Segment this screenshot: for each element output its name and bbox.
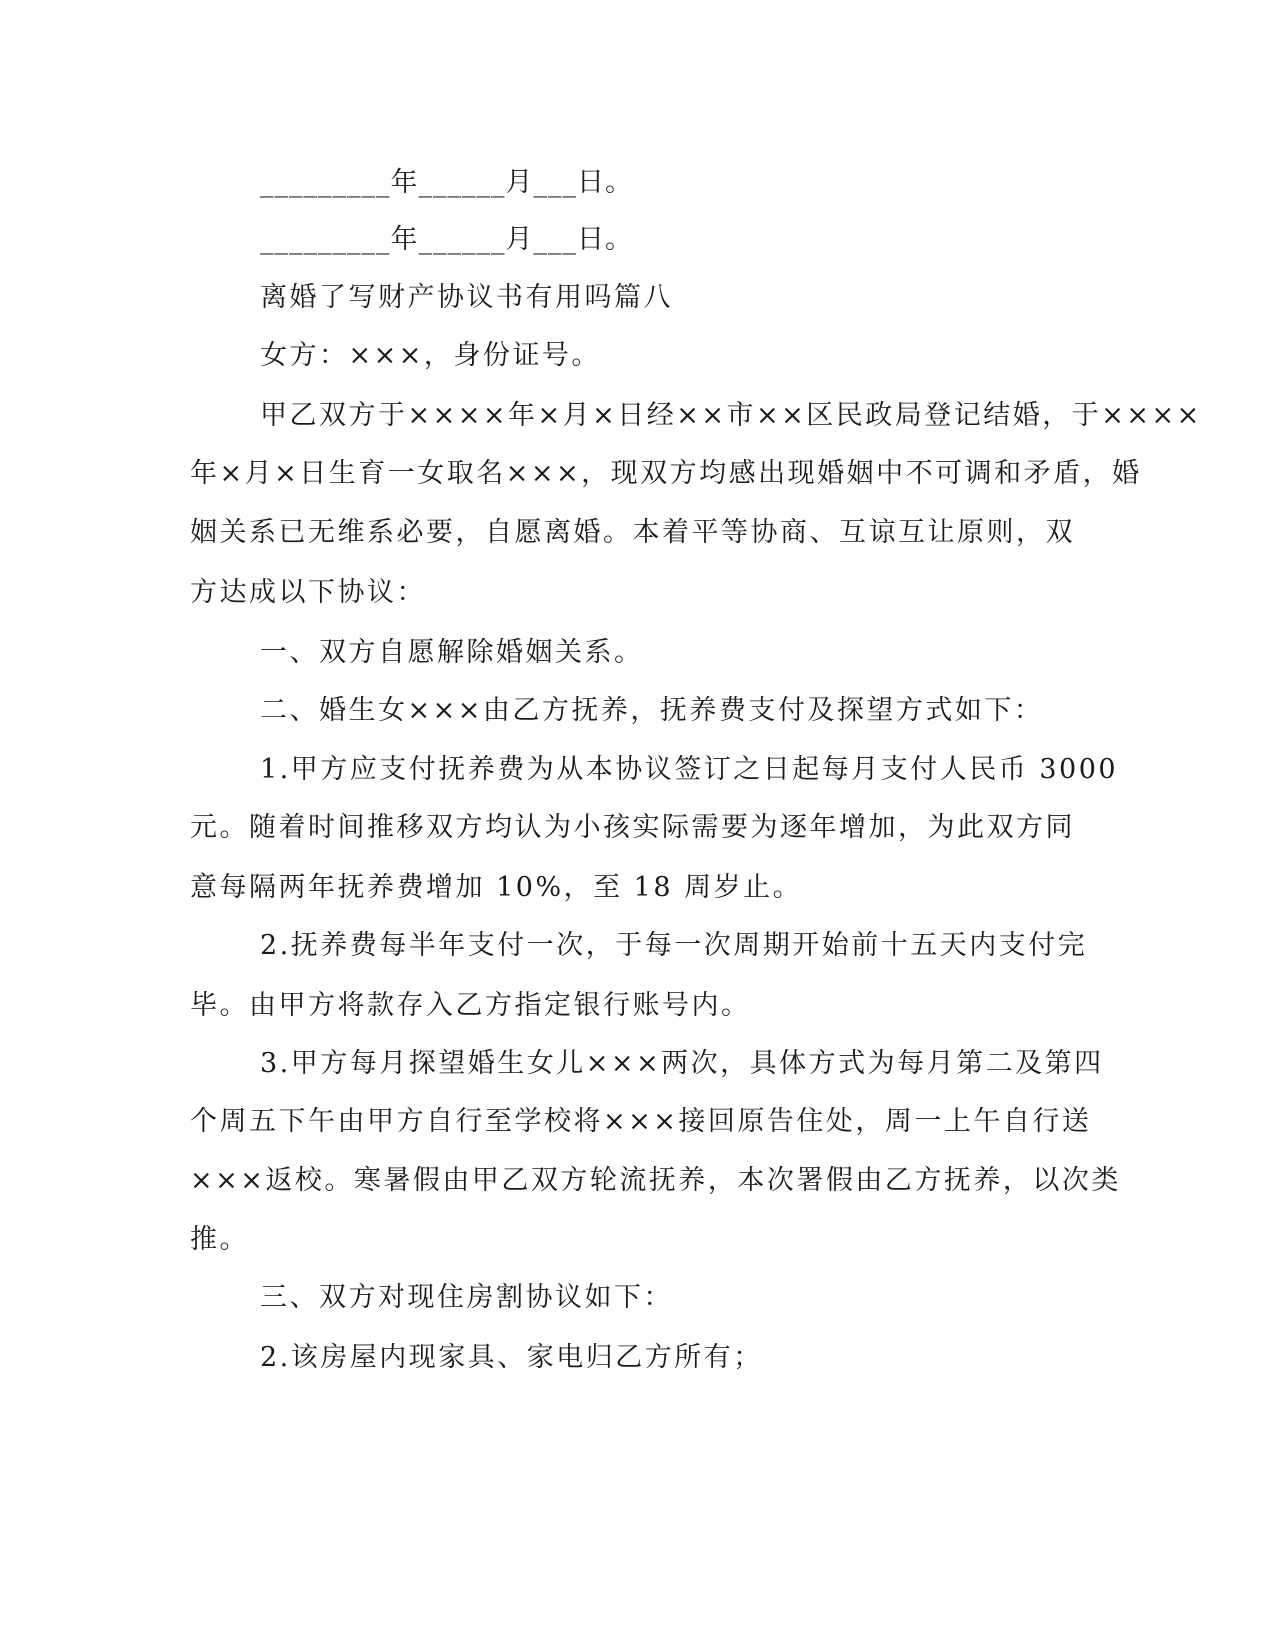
intro-line-2: 年×月×日生育一女取名×××，现双方均感出现婚姻中不可调和矛盾，婚 bbox=[190, 458, 1142, 489]
item-3-line-4: 推。 bbox=[190, 1224, 249, 1255]
section-heading: 离婚了写财产协议书有用吗篇八 bbox=[260, 282, 673, 313]
item-1-line-2: 元。随着时间推移双方均认为小孩实际需要为逐年增加，为此双方同 bbox=[190, 812, 1075, 843]
intro-line-4: 方达成以下协议： bbox=[190, 577, 426, 608]
item-1-line-1: 1.甲方应支付抚养费为从本协议签订之日起每月支付人民币 3000 bbox=[260, 754, 1119, 785]
clause-three: 三、双方对现住房割协议如下： bbox=[260, 1282, 673, 1313]
item-2-line-2: 毕。由甲方将款存入乙方指定银行账号内。 bbox=[190, 990, 751, 1021]
party-line: 女方：×××，身份证号。 bbox=[260, 340, 601, 371]
item-3-line-3: ×××返校。寒暑假由甲乙双方轮流抚养，本次署假由乙方抚养，以次类 bbox=[190, 1165, 1121, 1196]
intro-line-1: 甲乙双方于××××年×月×日经××市××区民政局登记结婚，于×××× bbox=[260, 400, 1202, 431]
intro-line-3: 姻关系已无维系必要，自愿离婚。本着平等协商、互谅互让原则，双 bbox=[190, 517, 1075, 548]
date-line-2: _________年______月___日。 bbox=[260, 224, 633, 255]
date-line-1: _________年______月___日。 bbox=[260, 167, 633, 198]
item-3-line-2: 个周五下午由甲方自行至学校将×××接回原告住处，周一上午自行送 bbox=[190, 1106, 1092, 1137]
item-2-line-1: 2.抚养费每半年支付一次，于每一次周期开始前十五天内支付完 bbox=[260, 930, 1088, 961]
clause-one: 一、双方自愿解除婚姻关系。 bbox=[260, 637, 644, 668]
item-1-line-3: 意每隔两年抚养费增加 10%，至 18 周岁止。 bbox=[190, 872, 803, 903]
item-3-line-1: 3.甲方每月探望婚生女儿×××两次，具体方式为每月第二及第四 bbox=[260, 1048, 1104, 1079]
clause-two: 二、婚生女×××由乙方抚养，抚养费支付及探望方式如下： bbox=[260, 695, 1044, 726]
item-3-2: 2.该房屋内现家具、家电归乙方所有； bbox=[260, 1342, 763, 1373]
